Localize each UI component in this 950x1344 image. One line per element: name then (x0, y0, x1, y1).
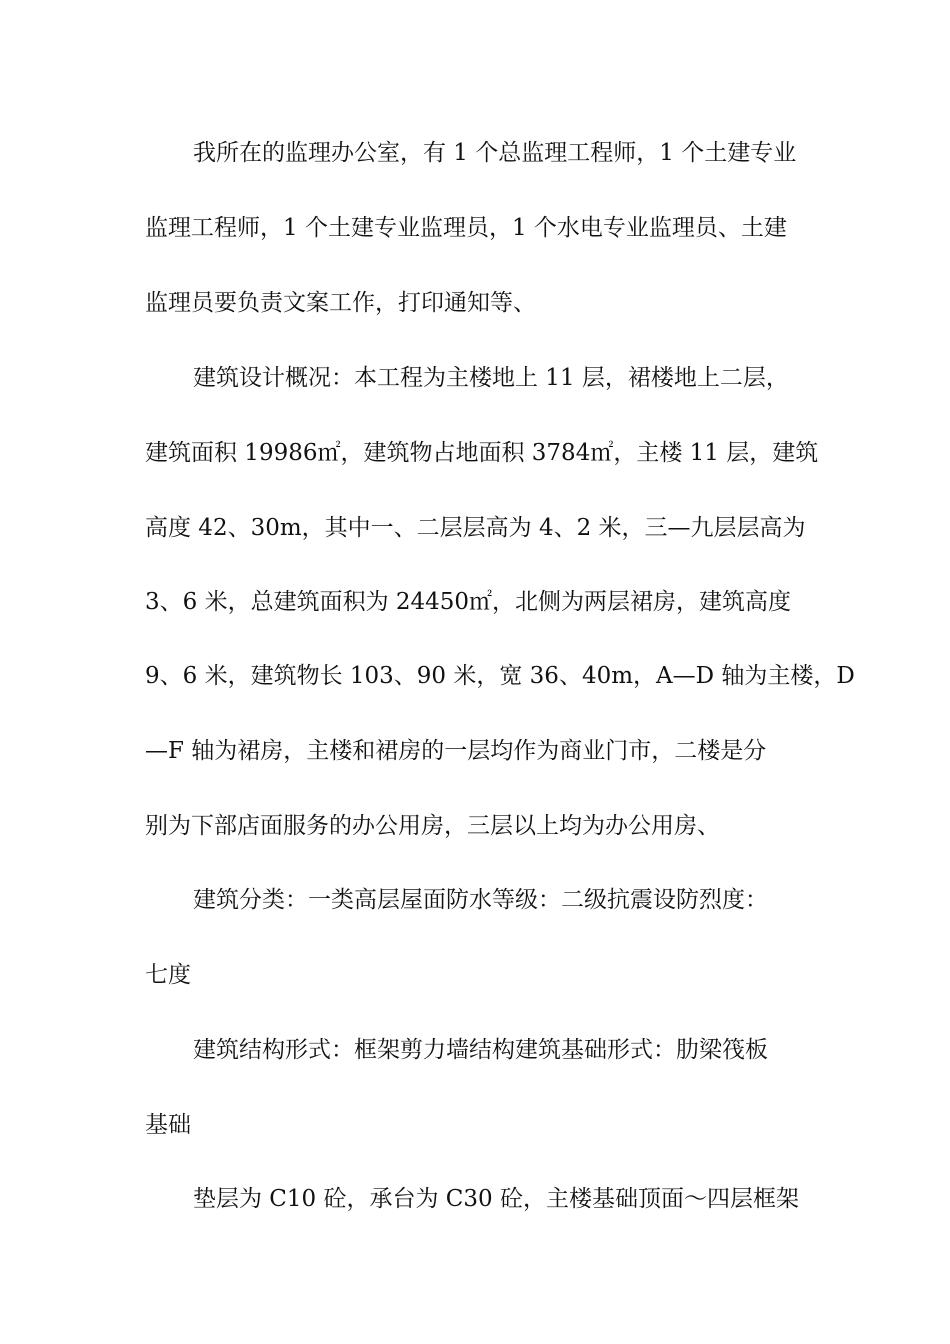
paragraph-2-line-2: 建筑面积 19986㎡，建筑物占地面积 3784㎡，主楼 11 层，建筑 (145, 440, 819, 466)
paragraph-2-line-4: 3、6 米，总建筑面积为 24450㎡，北侧为两层裙房，建筑高度 (145, 589, 792, 615)
paragraph-2-line-6: —F 轴为裙房，主楼和裙房的一层均作为商业门市，二楼是分 (145, 738, 767, 764)
paragraph-1-line-3: 监理员要负责文案工作，打印通知等、 (145, 290, 536, 316)
paragraph-2-line-1: 建筑设计概况：本工程为主楼地上 11 层，裙楼地上二层， (193, 365, 789, 391)
paragraph-1-line-1: 我所在的监理办公室，有 1 个总监理工程师，1 个土建专业 (193, 140, 797, 166)
paragraph-5-line-1: 垫层为 C10 砼，承台为 C30 砼，主楼基础顶面～四层框架 (193, 1186, 799, 1212)
paragraph-4-line-2: 基础 (145, 1112, 191, 1138)
paragraph-4-line-1: 建筑结构形式：框架剪力墙结构建筑基础形式：肋梁筏板 (193, 1037, 768, 1063)
paragraph-3-line-1: 建筑分类：一类高层屋面防水等级：二级抗震设防烈度： (193, 887, 768, 913)
paragraph-2-line-5: 9、6 米，建筑物长 103、90 米，宽 36、40m，A—D 轴为主楼，D (145, 663, 855, 689)
paragraph-2-line-7: 别为下部店面服务的办公用房，三层以上均为办公用房、 (145, 813, 720, 839)
paragraph-2-line-3: 高度 42、30m，其中一、二层层高为 4、2 米，三—九层层高为 (145, 515, 806, 541)
paragraph-3-line-2: 七度 (145, 962, 191, 988)
paragraph-1-line-2: 监理工程师，1 个土建专业监理员，1 个水电专业监理员、土建 (145, 215, 787, 241)
